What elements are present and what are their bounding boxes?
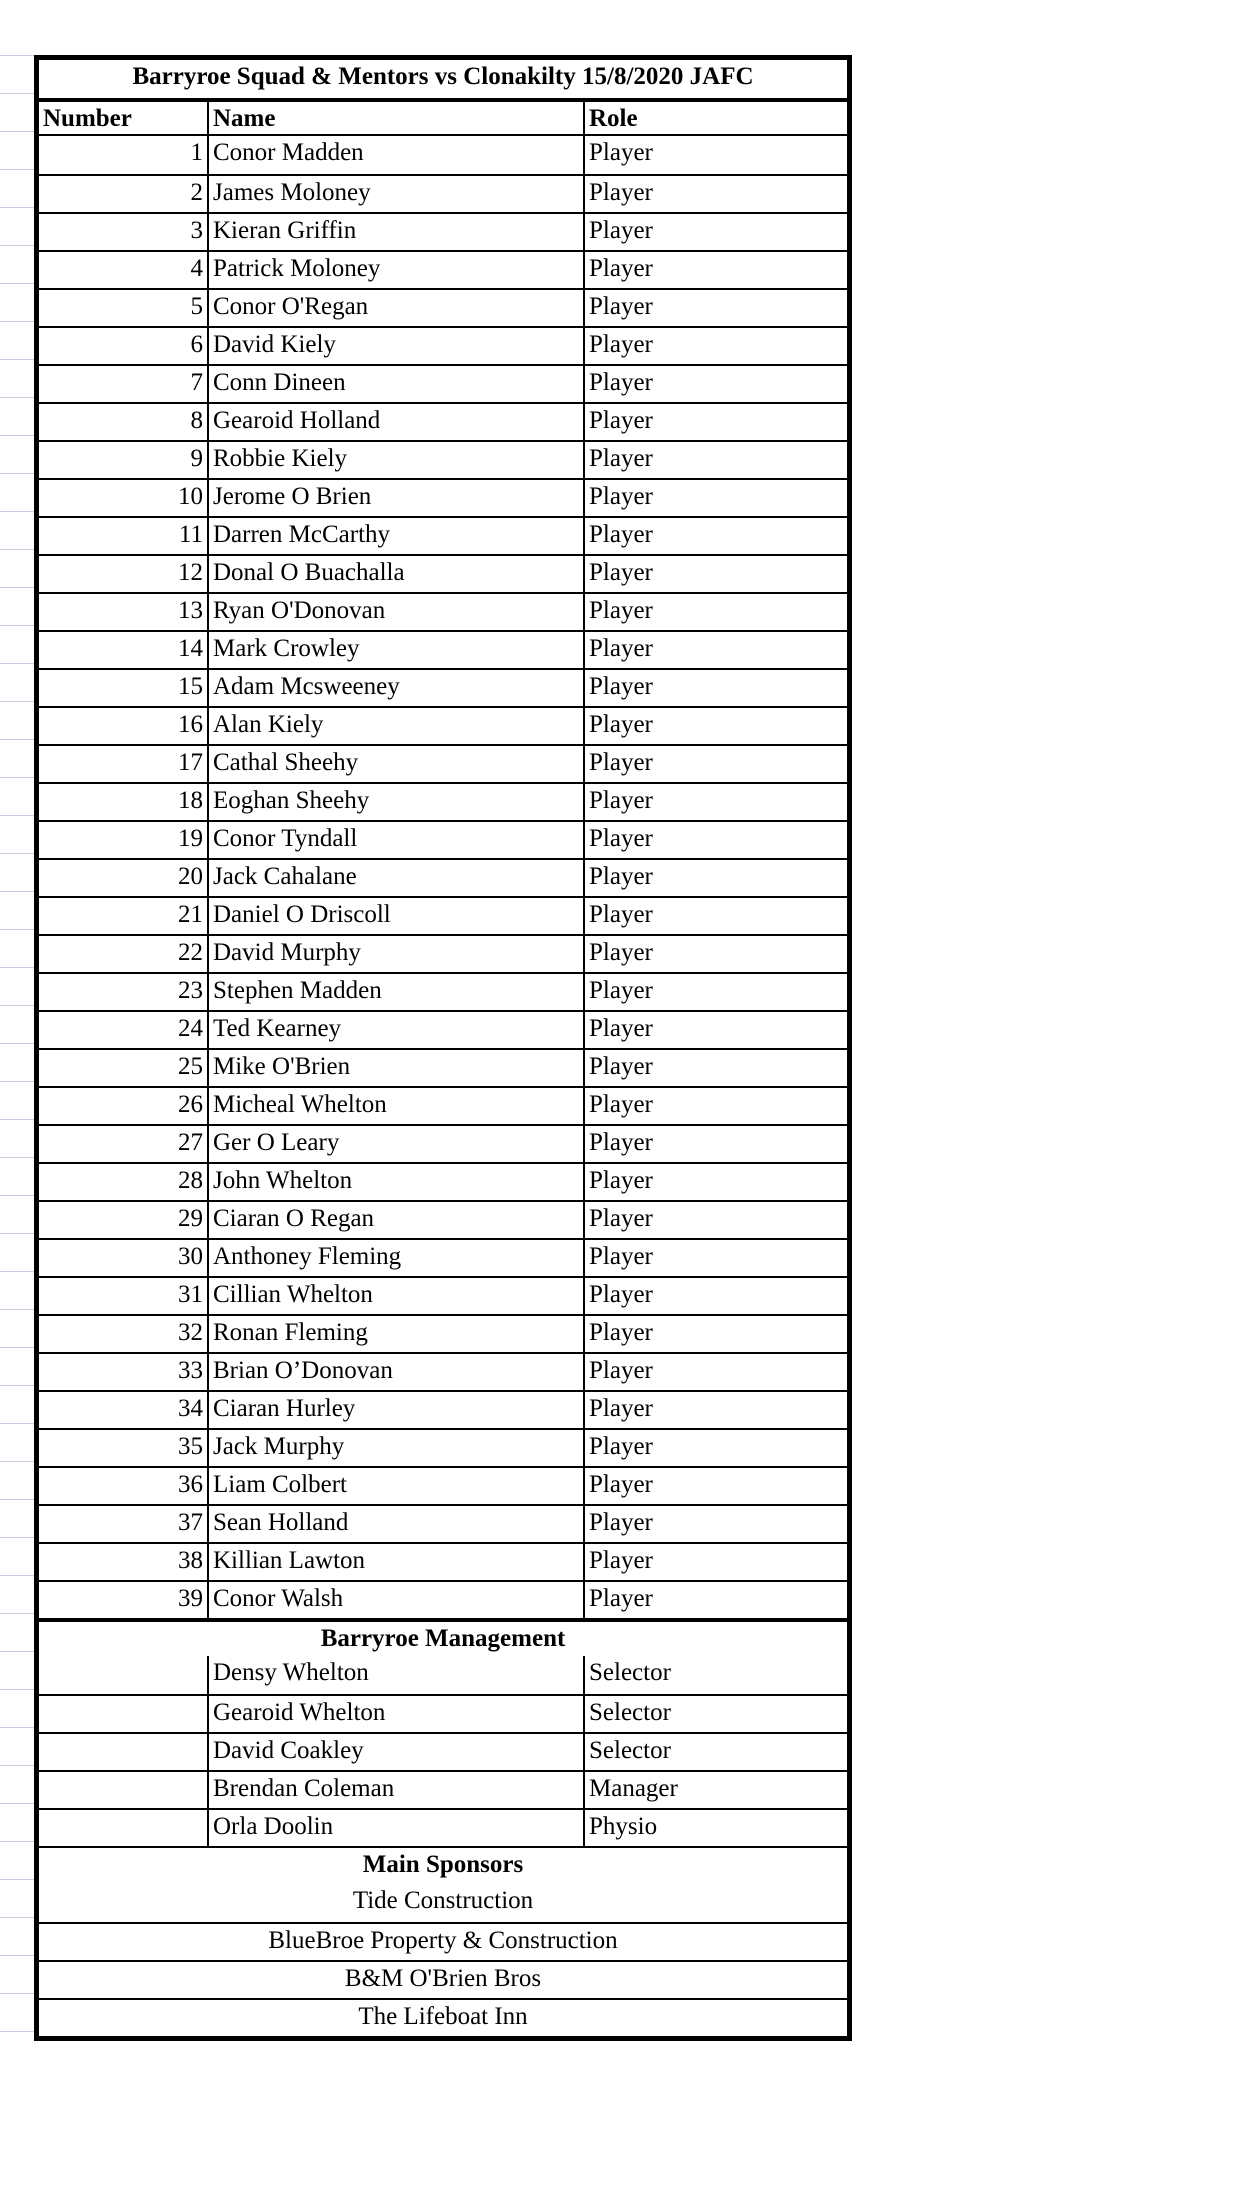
gutter-line (0, 625, 34, 626)
gutter-line (0, 131, 34, 132)
mentor-name: Densy Whelton (209, 1656, 585, 1694)
table-row (39, 250, 847, 288)
player-role: Player (589, 1471, 653, 1498)
player-name: Mark Crowley (209, 632, 585, 668)
table-row (39, 1808, 847, 1846)
player-number: 31 (39, 1278, 209, 1314)
player-number: 18 (39, 784, 209, 820)
gutter-line (0, 321, 34, 322)
header-number: Number (39, 102, 209, 134)
gutter-line (0, 1613, 34, 1614)
gutter-line (0, 1347, 34, 1348)
player-role: Player (589, 825, 653, 852)
player-role: Player (589, 901, 653, 928)
player-role: Player (589, 635, 653, 662)
player-name: Conor Tyndall (209, 822, 585, 858)
gutter-line (0, 1119, 34, 1120)
player-name: Killian Lawton (209, 1544, 585, 1580)
gutter-line (0, 1765, 34, 1766)
player-number: 27 (39, 1126, 209, 1162)
table-row (39, 1048, 847, 1086)
table-row (39, 782, 847, 820)
player-number: 8 (39, 404, 209, 440)
player-number: 16 (39, 708, 209, 744)
gutter-line (0, 1955, 34, 1956)
sponsor-name: BlueBroe Property & Construction (268, 1927, 618, 1954)
gutter-line (0, 55, 34, 56)
gutter-line (0, 1803, 34, 1804)
table-row (39, 668, 847, 706)
player-name: Gearoid Holland (209, 404, 585, 440)
player-name: Kieran Griffin (209, 214, 585, 250)
player-name: Conor Walsh (209, 1582, 585, 1618)
player-role: Player (589, 863, 653, 890)
player-role: Player (589, 749, 653, 776)
player-role: Player (589, 1319, 653, 1346)
management-title: Barryroe Management (320, 1625, 566, 1652)
player-role: Player (589, 139, 653, 166)
gutter-line (0, 1271, 34, 1272)
player-number: 26 (39, 1088, 209, 1124)
player-role: Player (589, 1585, 653, 1612)
player-name: Alan Kiely (209, 708, 585, 744)
gutter-line (0, 1537, 34, 1538)
table-row (39, 1466, 847, 1504)
player-name: Conor O'Regan (209, 290, 585, 326)
player-role: Player (589, 407, 653, 434)
mentor-role: Manager (589, 1775, 678, 1802)
player-number: 15 (39, 670, 209, 706)
gutter-line (0, 929, 34, 930)
player-role: Player (589, 331, 653, 358)
player-name: Eoghan Sheehy (209, 784, 585, 820)
gutter-line (0, 1461, 34, 1462)
player-role: Player (589, 179, 653, 206)
gutter-line (0, 283, 34, 284)
table-row (39, 364, 847, 402)
player-number: 21 (39, 898, 209, 934)
gutter-line (0, 587, 34, 588)
player-role: Player (589, 1395, 653, 1422)
gutter-line (0, 473, 34, 474)
player-name: Jerome O Brien (209, 480, 585, 516)
player-number: 2 (39, 176, 209, 212)
gutter-line (0, 1727, 34, 1728)
player-name: Sean Holland (209, 1506, 585, 1542)
player-role: Player (589, 939, 653, 966)
player-number: 35 (39, 1430, 209, 1466)
table-row (39, 1010, 847, 1048)
player-role: Player (589, 1129, 653, 1156)
gutter-line (0, 1233, 34, 1234)
gutter-line (0, 1081, 34, 1082)
sponsors-title: Main Sponsors (362, 1851, 524, 1878)
gutter-line (0, 891, 34, 892)
gutter-line (0, 1689, 34, 1690)
player-number: 28 (39, 1164, 209, 1200)
player-number: 38 (39, 1544, 209, 1580)
table-row (39, 820, 847, 858)
player-name: Ted Kearney (209, 1012, 585, 1048)
player-list (39, 136, 847, 1618)
player-role: Player (589, 521, 653, 548)
sponsor-name: Tide Construction (352, 1887, 534, 1914)
player-number: 11 (39, 518, 209, 554)
player-role: Player (589, 1243, 653, 1270)
player-name: Liam Colbert (209, 1468, 585, 1504)
player-name: Conn Dineen (209, 366, 585, 402)
squad-sheet (34, 55, 852, 2041)
gutter-line (0, 1651, 34, 1652)
management-list (39, 1656, 847, 1846)
player-role: Player (589, 559, 653, 586)
table-row (39, 440, 847, 478)
player-name: Ciaran O Regan (209, 1202, 585, 1238)
table-row (39, 1504, 847, 1542)
gutter-line (0, 1005, 34, 1006)
player-name: Jack Murphy (209, 1430, 585, 1466)
table-row (39, 706, 847, 744)
player-number: 37 (39, 1506, 209, 1542)
table-row (39, 1200, 847, 1238)
player-number: 33 (39, 1354, 209, 1390)
sponsors-title-row (39, 1846, 847, 1884)
gutter-line (0, 1385, 34, 1386)
gutter-line (0, 1157, 34, 1158)
player-number: 14 (39, 632, 209, 668)
gutter-line (0, 2031, 34, 2032)
player-number: 17 (39, 746, 209, 782)
player-name: Ger O Leary (209, 1126, 585, 1162)
management-title-row (39, 1618, 847, 1656)
gutter-line (0, 853, 34, 854)
player-name: Conor Madden (209, 136, 585, 174)
player-name: Adam Mcsweeney (209, 670, 585, 706)
table-row (39, 478, 847, 516)
player-name: David Murphy (209, 936, 585, 972)
gutter-line (0, 93, 34, 94)
player-number: 29 (39, 1202, 209, 1238)
mentor-number (39, 1810, 209, 1846)
gutter-line (0, 1195, 34, 1196)
table-row (39, 592, 847, 630)
table-row (39, 1124, 847, 1162)
gutter-line (0, 1309, 34, 1310)
player-name: Patrick Moloney (209, 252, 585, 288)
gutter-line (0, 815, 34, 816)
player-name: Brian O’Donovan (209, 1354, 585, 1390)
mentor-role: Selector (589, 1699, 671, 1726)
gutter-line (0, 739, 34, 740)
player-number: 34 (39, 1392, 209, 1428)
gutter-line (0, 1575, 34, 1576)
table-row (39, 1960, 847, 1998)
mentor-name: Orla Doolin (209, 1810, 585, 1846)
player-number: 10 (39, 480, 209, 516)
table-row (39, 136, 847, 174)
mentor-name: Gearoid Whelton (209, 1696, 585, 1732)
header-row (39, 98, 847, 136)
table-row (39, 1656, 847, 1694)
player-role: Player (589, 483, 653, 510)
player-name: Stephen Madden (209, 974, 585, 1010)
player-number: 9 (39, 442, 209, 478)
player-role: Player (589, 293, 653, 320)
table-row (39, 1276, 847, 1314)
table-row (39, 1998, 847, 2036)
gutter-line (0, 1043, 34, 1044)
player-name: Daniel O Driscoll (209, 898, 585, 934)
player-name: David Kiely (209, 328, 585, 364)
player-role: Player (589, 445, 653, 472)
gutter-line (0, 435, 34, 436)
header-role: Role (589, 105, 638, 132)
gutter-line (0, 1423, 34, 1424)
player-number: 7 (39, 366, 209, 402)
table-row (39, 1352, 847, 1390)
table-row (39, 630, 847, 668)
sheet-title: Barryroe Squad & Mentors vs Clonakilty 15/8/2020 JAFC (132, 63, 754, 90)
mentor-name: David Coakley (209, 1734, 585, 1770)
table-row (39, 858, 847, 896)
player-name: Micheal Whelton (209, 1088, 585, 1124)
table-row (39, 1732, 847, 1770)
gutter-line (0, 169, 34, 170)
player-role: Player (589, 977, 653, 1004)
table-row (39, 1542, 847, 1580)
player-role: Player (589, 1091, 653, 1118)
table-row (39, 1238, 847, 1276)
player-number: 30 (39, 1240, 209, 1276)
player-name: Jack Cahalane (209, 860, 585, 896)
gutter-line (0, 397, 34, 398)
player-role: Player (589, 1509, 653, 1536)
mentor-role: Physio (589, 1813, 658, 1840)
title-row (39, 60, 847, 98)
table-row (39, 896, 847, 934)
sponsor-name: B&M O'Brien Bros (344, 1965, 542, 1992)
table-row (39, 1580, 847, 1618)
table-row (39, 1086, 847, 1124)
player-number: 3 (39, 214, 209, 250)
gutter-line (0, 207, 34, 208)
player-number: 23 (39, 974, 209, 1010)
player-role: Player (589, 255, 653, 282)
gutter-line (0, 1499, 34, 1500)
player-number: 25 (39, 1050, 209, 1086)
gutter-line (0, 1993, 34, 1994)
table-row (39, 1314, 847, 1352)
player-number: 12 (39, 556, 209, 592)
table-row (39, 1922, 847, 1960)
player-number: 13 (39, 594, 209, 630)
gutter-line (0, 511, 34, 512)
mentor-role: Selector (589, 1737, 671, 1764)
player-role: Player (589, 1205, 653, 1232)
table-row (39, 972, 847, 1010)
player-number: 4 (39, 252, 209, 288)
player-name: John Whelton (209, 1164, 585, 1200)
gutter-line (0, 1841, 34, 1842)
player-role: Player (589, 217, 653, 244)
player-role: Player (589, 1357, 653, 1384)
player-number: 22 (39, 936, 209, 972)
player-name: Cathal Sheehy (209, 746, 585, 782)
gutter-line (0, 359, 34, 360)
table-row (39, 1694, 847, 1732)
player-role: Player (589, 369, 653, 396)
player-role: Player (589, 1015, 653, 1042)
player-number: 19 (39, 822, 209, 858)
header-name: Name (209, 102, 585, 134)
sponsor-list (39, 1884, 847, 2036)
sponsor-name: The Lifeboat Inn (358, 2003, 528, 2030)
table-row (39, 1884, 847, 1922)
player-name: Ciaran Hurley (209, 1392, 585, 1428)
player-name: Darren McCarthy (209, 518, 585, 554)
player-role: Player (589, 711, 653, 738)
gutter-line (0, 1917, 34, 1918)
table-row (39, 554, 847, 592)
player-role: Player (589, 1281, 653, 1308)
player-role: Player (589, 597, 653, 624)
player-name: Donal O Buachalla (209, 556, 585, 592)
player-role: Player (589, 673, 653, 700)
gutter-line (0, 1879, 34, 1880)
table-row (39, 212, 847, 250)
table-row (39, 1428, 847, 1466)
player-name: Ronan Fleming (209, 1316, 585, 1352)
table-row (39, 1390, 847, 1428)
player-name: Ryan O'Donovan (209, 594, 585, 630)
gutter-line (0, 777, 34, 778)
table-row (39, 326, 847, 364)
player-number: 6 (39, 328, 209, 364)
mentor-role: Selector (589, 1659, 671, 1686)
player-number: 1 (39, 136, 209, 174)
player-role: Player (589, 1547, 653, 1574)
mentor-name: Brendan Coleman (209, 1772, 585, 1808)
player-name: Robbie Kiely (209, 442, 585, 478)
gutter-line (0, 549, 34, 550)
player-name: James Moloney (209, 176, 585, 212)
player-number: 20 (39, 860, 209, 896)
gutter-line (0, 663, 34, 664)
table-row (39, 1162, 847, 1200)
table-row (39, 288, 847, 326)
table-row (39, 1770, 847, 1808)
gutter-line (0, 701, 34, 702)
player-name: Cillian Whelton (209, 1278, 585, 1314)
player-role: Player (589, 787, 653, 814)
mentor-number (39, 1696, 209, 1732)
table-row (39, 934, 847, 972)
player-number: 5 (39, 290, 209, 326)
player-number: 39 (39, 1582, 209, 1618)
player-number: 32 (39, 1316, 209, 1352)
mentor-number (39, 1656, 209, 1694)
mentor-number (39, 1734, 209, 1770)
player-role: Player (589, 1433, 653, 1460)
mentor-number (39, 1772, 209, 1808)
player-name: Mike O'Brien (209, 1050, 585, 1086)
player-name: Anthoney Fleming (209, 1240, 585, 1276)
player-number: 24 (39, 1012, 209, 1048)
gutter-line (0, 967, 34, 968)
table-row (39, 516, 847, 554)
player-role: Player (589, 1053, 653, 1080)
player-number: 36 (39, 1468, 209, 1504)
gutter-line (0, 245, 34, 246)
table-row (39, 402, 847, 440)
player-role: Player (589, 1167, 653, 1194)
table-row (39, 174, 847, 212)
table-row (39, 744, 847, 782)
